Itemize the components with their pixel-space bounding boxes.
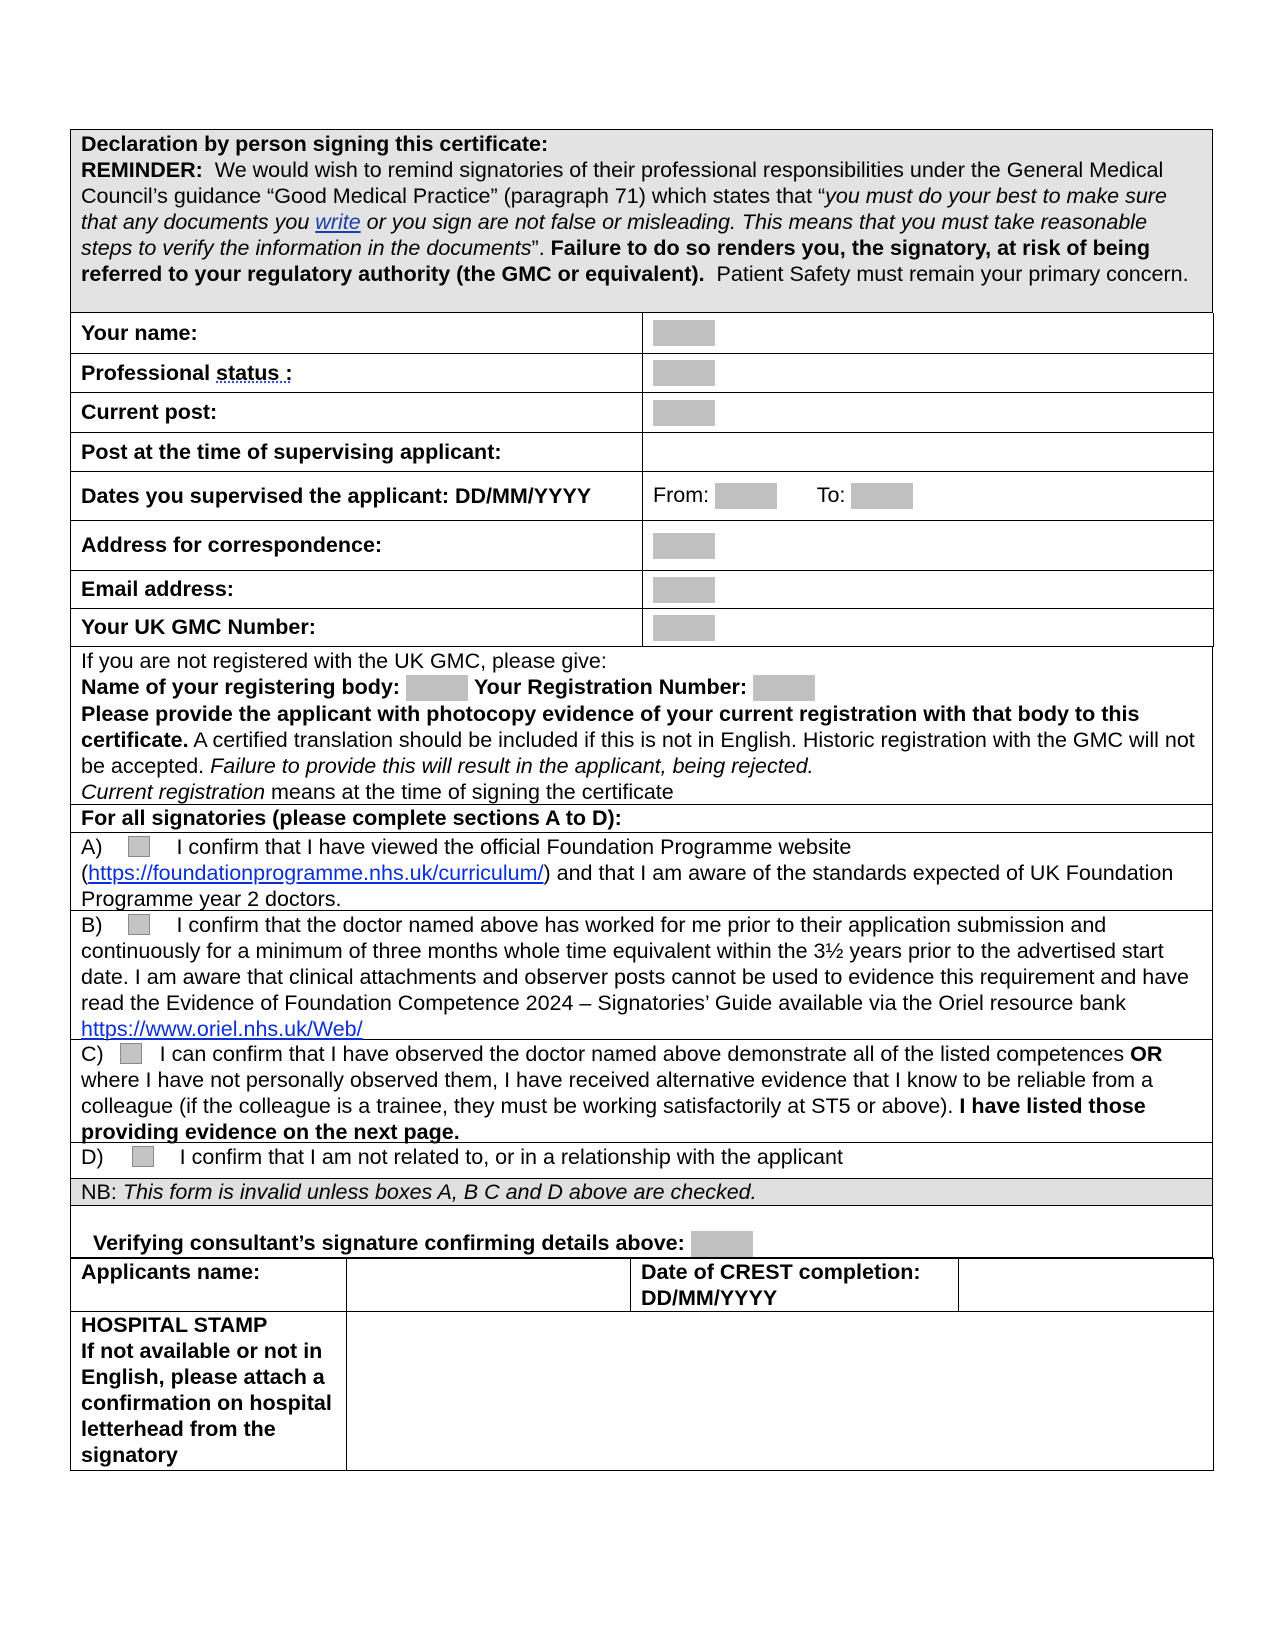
registering-body-row	[81, 674, 1202, 701]
declaration-warning: Failure to do so renders you, the signatory, at risk of being referred to your regulatory authority (the GMC or equivalent).	[81, 236, 1150, 286]
address-field[interactable]	[653, 533, 715, 559]
evidence-bold: Please provide the applicant with photocopy evidence of your current registration with that body to this certificate.	[81, 701, 1140, 752]
email-field[interactable]	[653, 577, 715, 603]
signatories-heading: For all signatories (please complete sections A to D):	[81, 805, 622, 830]
reminder-text: We would wish to remind signatories of their professional responsibilities under the General Medical Council’s guidance “Good Medical Practice” (paragraph 71) which states that “	[81, 158, 1164, 208]
dates-supervised-cell	[643, 471, 1214, 520]
confirmation-a	[70, 833, 1213, 911]
gmp-quote-part-1: you must do your best to make sure that any documents you	[81, 184, 1167, 234]
hospital-stamp-area[interactable]	[347, 1312, 1214, 1471]
failure-warning: Failure to provide this will result in the applicant, being rejected.	[210, 753, 814, 778]
gmp-quote-write: write	[315, 210, 361, 234]
crest-date-field[interactable]	[959, 1258, 1214, 1311]
gmc-number-field[interactable]	[653, 615, 715, 641]
declaration-closing: Patient Safety must remain your primary concern.	[716, 262, 1189, 286]
professional-status-field[interactable]	[653, 360, 715, 386]
from-label: From:	[653, 482, 710, 507]
professional-status-prefix: Professional	[81, 360, 217, 385]
confirmation-c-checkbox[interactable]	[120, 1043, 142, 1064]
registering-body-field[interactable]	[406, 675, 468, 701]
confirmation-c-bold: I have listed those providing evidence on the next page.	[81, 1093, 1146, 1144]
confirmation-a-letter: A)	[81, 834, 103, 859]
confirmation-c	[70, 1040, 1213, 1143]
confirmation-d-text: I confirm that I am not related to, or in a relationship with the applicant	[179, 1144, 843, 1169]
nb-row	[70, 1179, 1213, 1206]
your-name-label: Your name:	[71, 313, 643, 353]
confirmation-d	[70, 1143, 1213, 1179]
registration-number-field[interactable]	[753, 675, 815, 701]
confirmation-b-checkbox[interactable]	[128, 914, 150, 935]
confirmation-b-text: I confirm that the doctor named above has worked for me prior to their application submission and continuously for a minimum of three months whole time equivalent within the 3½ years prior to the advertised start date. I am aware that clinical attachments and observer posts cannot be used to evidence this requirement and have read the Evidence of Foundation Competence 2024 – Signatories’ Guide available via the Oriel resource bank	[81, 912, 1189, 1015]
signature-row	[70, 1206, 1213, 1258]
current-registration-definition: means at the time of signing the certificate	[265, 779, 674, 804]
gmc-number-label: Your UK GMC Number:	[71, 608, 643, 646]
declaration-text	[81, 157, 1202, 287]
post-at-time-label: Post at the time of supervising applicant:	[71, 432, 643, 471]
declaration-heading: Declaration by person signing this certificate:	[81, 132, 549, 156]
confirmation-b-letter: B)	[81, 912, 103, 937]
stamp-label	[71, 1312, 347, 1471]
confirmation-c-text: I can confirm that I have observed the doctor named above demonstrate all of the listed competences	[159, 1041, 1131, 1066]
nb-label: NB:	[81, 1179, 123, 1204]
confirmation-c-letter: C)	[81, 1041, 104, 1066]
professional-status-word: status :	[216, 360, 293, 385]
stamp-instructions: If not available or not in English, please attach a confirmation on hospital letterhead from the signatory	[81, 1338, 332, 1467]
confirmation-d-checkbox[interactable]	[132, 1146, 154, 1167]
applicant-table	[70, 1258, 1214, 1312]
reminder-label: REMINDER:	[81, 158, 203, 182]
to-date-field[interactable]	[851, 483, 913, 509]
certificate-form	[70, 129, 1213, 1471]
signature-label: Verifying consultant’s signature confirming details above:	[93, 1230, 685, 1255]
your-name-field[interactable]	[653, 320, 715, 346]
non-gmc-intro: If you are not registered with the UK GMC, please give:	[81, 648, 607, 673]
details-table	[70, 313, 1214, 647]
confirmation-d-letter: D)	[81, 1144, 104, 1169]
dates-supervised-label: Dates you supervised the applicant: DD/MM/YYYY	[71, 471, 643, 520]
registering-body-label: Name of your registering body:	[81, 674, 400, 699]
gmp-quote-end: ”.	[531, 236, 545, 260]
registration-number-label: Your Registration Number:	[473, 674, 748, 699]
non-gmc-section	[70, 647, 1213, 805]
non-gmc-evidence	[81, 701, 1202, 779]
stamp-title: HOSPITAL STAMP	[81, 1312, 268, 1337]
oriel-link[interactable]: https://www.oriel.nhs.uk/Web/	[81, 1016, 363, 1041]
gmp-quote-part-2: or you sign are not false or misleading. This means that you must take reasonable steps to verify the information in the documents	[81, 210, 1148, 260]
confirmation-a-checkbox[interactable]	[128, 836, 150, 857]
to-label: To:	[816, 482, 846, 507]
signatories-heading-row	[70, 805, 1213, 833]
from-date-field[interactable]	[715, 483, 777, 509]
nb-text: This form is invalid unless boxes A, B C and D above are checked.	[122, 1179, 757, 1204]
applicant-name-field[interactable]	[347, 1258, 631, 1311]
foundation-programme-link[interactable]: https://foundationprogramme.nhs.uk/curriculum/	[88, 860, 544, 885]
confirmation-a-text: I confirm that I have viewed the official Foundation Programme website (	[81, 834, 852, 885]
stamp-table	[70, 1312, 1214, 1472]
evidence-text: A certified translation should be included if this is not in English. Historic registration with the GMC will not be accepted.	[81, 727, 1195, 778]
declaration-section	[70, 129, 1213, 313]
professional-status-label	[71, 353, 643, 392]
confirmation-a-text-end: ) and that I am aware of the standards expected of UK Foundation Programme year 2 doctors.	[81, 860, 1174, 911]
current-registration-term: Current registration	[81, 779, 266, 804]
post-at-time-field[interactable]	[643, 432, 1214, 471]
confirmation-c-or: OR	[1130, 1041, 1163, 1066]
current-post-field[interactable]	[653, 400, 715, 426]
email-label: Email address:	[71, 570, 643, 608]
current-post-label: Current post:	[71, 392, 643, 432]
address-label: Address for correspondence:	[71, 520, 643, 570]
applicant-name-label: Applicants name:	[71, 1258, 347, 1311]
confirmation-c-text-2: where I have not personally observed them, I have received alternative evidence that I know to be reliable from a colleague (if the colleague is a trainee, they must be working satisfactorily at ST5 or above).	[81, 1067, 1154, 1118]
crest-date-label: Date of CREST completion: DD/MM/YYYY	[631, 1258, 959, 1311]
confirmation-b	[70, 911, 1213, 1040]
current-registration-note	[81, 779, 1202, 805]
signature-field[interactable]	[691, 1231, 753, 1257]
